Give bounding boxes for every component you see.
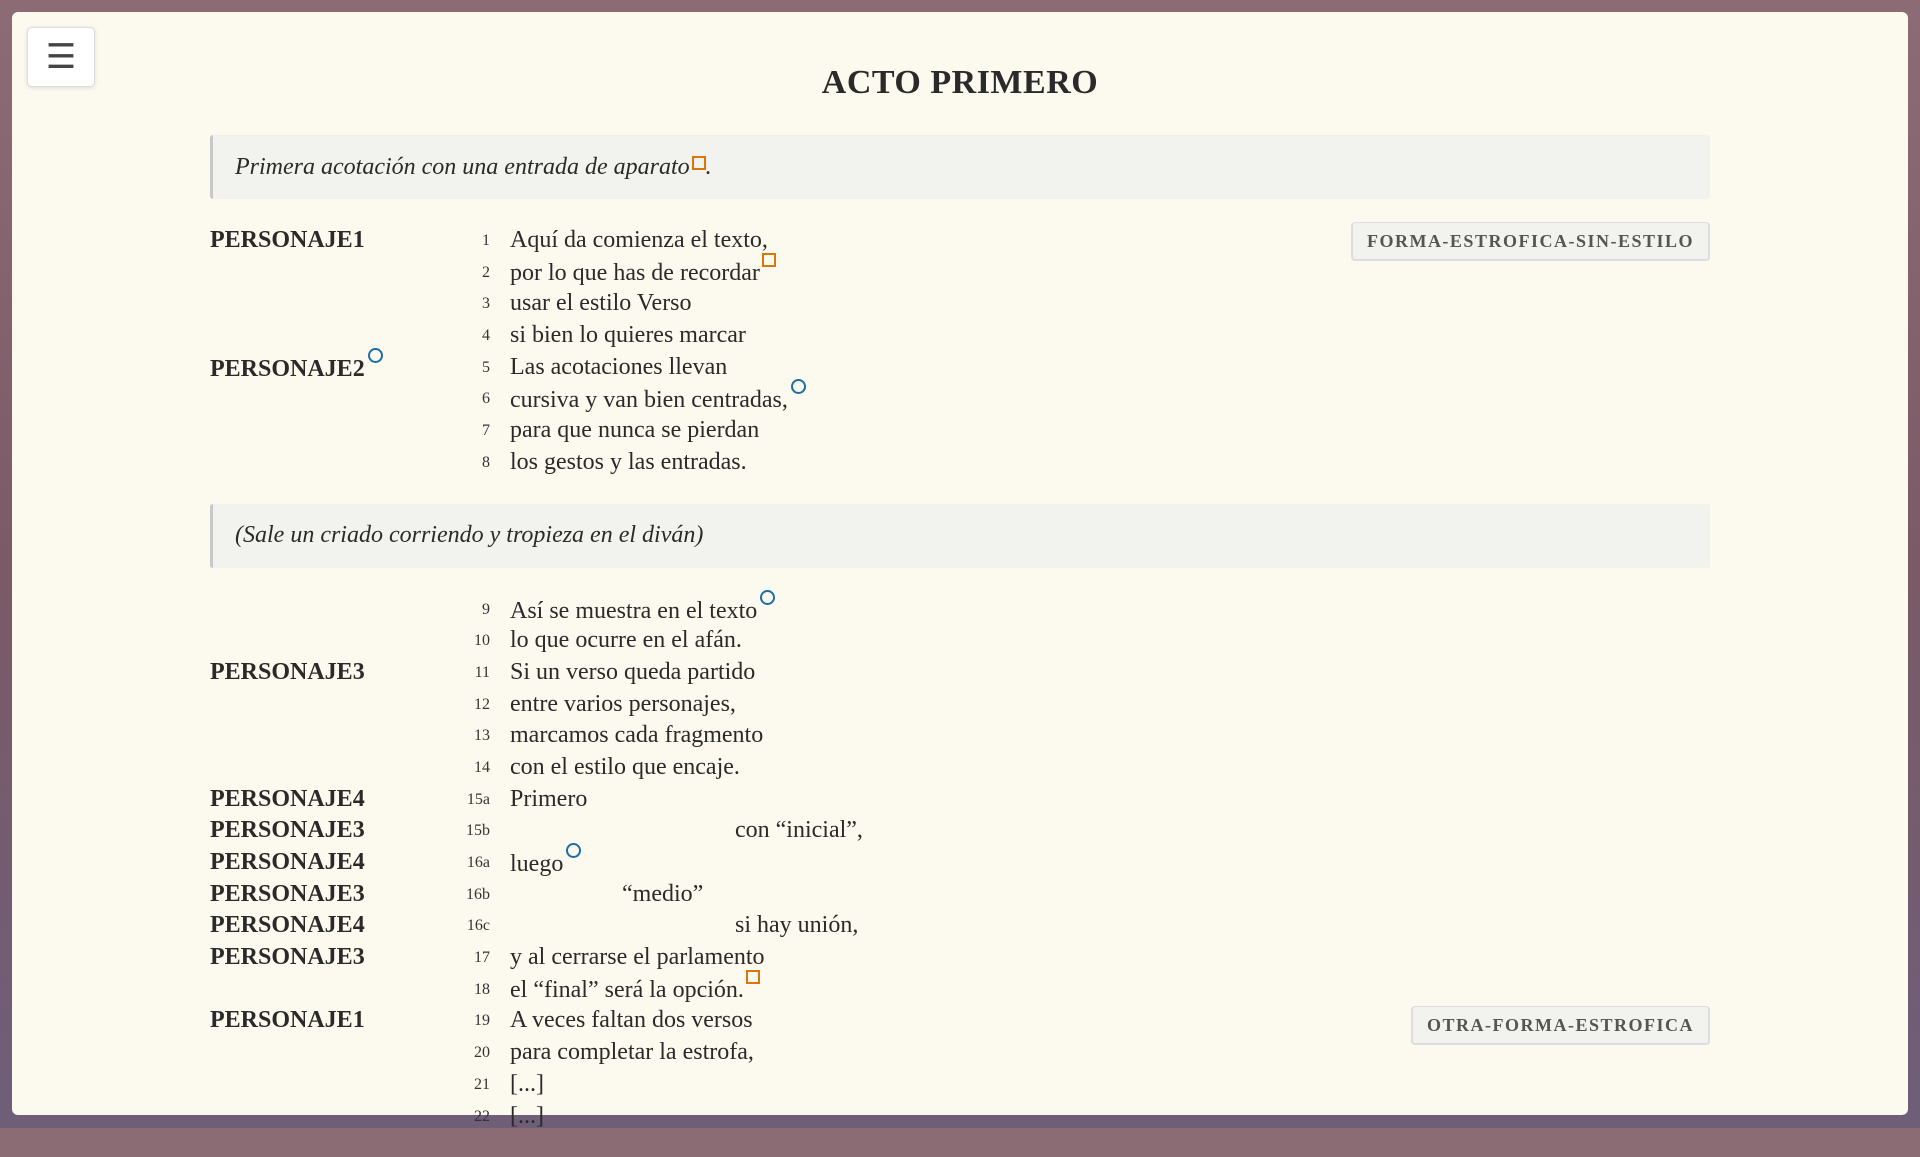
verse-line: entre varios personajes, — [510, 690, 736, 717]
verse-line: lo que ocurre en el afán. — [510, 627, 742, 654]
verse-row — [210, 625, 1710, 657]
verse-row — [210, 415, 1710, 447]
verse-line: usar el estilo Verso — [510, 290, 692, 317]
verse-line: “medio” — [622, 880, 704, 907]
stage-direction-text: (Sale un criado corriendo y tropieza en el diván) — [235, 522, 704, 548]
verse-number: 7 — [482, 422, 490, 440]
verse-number: 2 — [482, 263, 490, 281]
verse-number: 11 — [474, 663, 490, 681]
play-text — [210, 135, 1710, 1157]
verse-text — [510, 1037, 754, 1069]
verse-row — [210, 288, 1710, 320]
verse-line: marcamos cada fragmento — [510, 722, 764, 749]
verse-line: Las acotaciones llevan — [510, 353, 728, 380]
verse-row — [210, 942, 1710, 974]
speaker-name — [210, 657, 365, 689]
verse-line: A veces faltan dos versos — [510, 1007, 753, 1034]
verse-text — [510, 383, 806, 417]
verse-number: 15a — [466, 790, 490, 808]
verse-text — [510, 689, 736, 721]
verse-number: 9 — [482, 600, 490, 618]
verse-line: luego — [510, 851, 564, 877]
note-marker-icon[interactable] — [566, 843, 581, 858]
speaker-name — [210, 847, 365, 879]
verse-line: Primero — [510, 785, 588, 812]
note-marker-icon[interactable] — [791, 379, 806, 394]
verse-row — [210, 720, 1710, 752]
speaker-label: PERSONAJE4 — [210, 785, 365, 812]
verse-number: 3 — [482, 295, 490, 313]
verse-line: con el estilo que encaje. — [510, 753, 740, 780]
stage-direction-suffix: . — [705, 153, 712, 180]
verse-number: 6 — [482, 390, 490, 408]
verse-text — [510, 625, 742, 657]
verse-number: 4 — [482, 327, 490, 345]
verse-row — [210, 879, 1710, 911]
verse-row — [210, 689, 1710, 721]
verse-number: 8 — [482, 453, 490, 471]
verse-row — [210, 320, 1710, 352]
document-page — [12, 12, 1908, 1129]
verse-text — [510, 415, 759, 447]
verse-row — [210, 383, 1710, 415]
verse-line: Si un verso queda partido — [510, 658, 756, 685]
verse-text — [510, 657, 755, 689]
verse-line: para completar la estrofa, — [510, 1039, 754, 1066]
verse-row — [210, 815, 1710, 847]
speaker-name — [210, 1005, 365, 1037]
speaker-name — [210, 784, 365, 816]
verse-number: 16c — [466, 917, 490, 935]
apparatus-marker-icon[interactable] — [746, 970, 760, 984]
verse-row — [210, 352, 1710, 384]
verse-row — [210, 784, 1710, 816]
speaker-name — [210, 942, 365, 974]
speaker-name — [210, 910, 365, 942]
strophe-form-badge: FORMA-ESTROFICA-SIN-ESTILO — [1351, 222, 1710, 261]
speaker-label: PERSONAJE3 — [210, 658, 365, 685]
speaker-name — [210, 352, 383, 386]
speaker-label: PERSONAJE4 — [210, 912, 365, 939]
speaker-label: PERSONAJE4 — [210, 849, 365, 875]
verse-line: el “final” será la opción. — [510, 976, 744, 1003]
verse-row — [210, 1069, 1710, 1101]
hamburger-icon: ☰ — [45, 39, 77, 76]
verse-line: [...] — [510, 1070, 544, 1097]
stage-direction — [210, 504, 1710, 568]
verse-line: los gestos y las entradas. — [510, 448, 747, 475]
speaker-label: PERSONAJE3 — [210, 944, 365, 971]
verse-row — [210, 594, 1710, 626]
verse-text — [735, 815, 863, 847]
verse-number: 1 — [482, 232, 490, 249]
verse-line: con “inicial”, — [735, 817, 863, 844]
verse-line: si bien lo quieres marcar — [510, 322, 746, 349]
verse-text — [510, 257, 776, 290]
verse-number: 13 — [474, 727, 490, 745]
verse-number: 5 — [482, 358, 490, 376]
speaker-label: PERSONAJE3 — [210, 880, 365, 907]
verse-block-2 — [210, 594, 1710, 1133]
verse-row — [210, 257, 1710, 289]
verse-line: por lo que has de recordar — [510, 259, 760, 286]
verse-number: 10 — [474, 632, 490, 650]
verse-number: 16a — [466, 854, 490, 871]
verse-number: 17 — [474, 949, 490, 967]
verse-number: 18 — [474, 980, 490, 998]
stage-direction — [210, 135, 1710, 199]
verse-text — [510, 320, 746, 352]
verse-number: 15b — [466, 822, 490, 840]
speaker-name — [210, 225, 365, 257]
verse-line: si hay unión, — [735, 912, 859, 939]
page-title: ACTO PRIMERO — [821, 64, 1099, 101]
verse-row — [210, 974, 1710, 1006]
verse-number: 20 — [474, 1044, 490, 1062]
apparatus-marker-icon[interactable] — [762, 253, 776, 267]
note-marker-icon[interactable] — [368, 348, 383, 363]
verse-line: Así se muestra en el texto — [510, 597, 758, 624]
verse-text — [510, 594, 775, 628]
verse-row — [210, 1005, 1710, 1037]
verse-text — [510, 974, 760, 1007]
verse-number: 19 — [474, 1012, 490, 1030]
speaker-label: PERSONAJE1 — [210, 1007, 365, 1034]
verse-row — [210, 657, 1710, 689]
verse-number: 16b — [466, 885, 490, 903]
verse-text — [735, 910, 858, 942]
speaker-label: PERSONAJE1 — [210, 227, 365, 253]
apparatus-marker-icon[interactable] — [692, 156, 706, 170]
speaker-name — [210, 815, 365, 847]
verse-line: Aquí da comienza el texto, — [510, 227, 768, 253]
verse-row — [210, 447, 1710, 479]
verse-row — [210, 752, 1710, 784]
verse-block-1 — [210, 225, 1710, 479]
verse-text — [510, 225, 768, 257]
verse-text — [510, 1069, 544, 1101]
verse-number: 12 — [474, 695, 490, 713]
verse-line: cursiva y van bien centradas, — [510, 387, 788, 414]
verse-text — [510, 942, 765, 974]
verse-text — [510, 288, 692, 320]
stage-direction-text: Primera acotación con una entrada de aparato — [235, 153, 690, 180]
verse-text — [510, 784, 587, 816]
speaker-name — [210, 879, 365, 911]
verse-row — [210, 1101, 1710, 1133]
verse-row — [210, 1037, 1710, 1069]
verse-line: [...] — [510, 1102, 544, 1129]
verse-line: para que nunca se pierdan — [510, 417, 760, 444]
verse-row — [210, 225, 1710, 257]
verse-text — [510, 1005, 753, 1037]
verse-text — [510, 1101, 544, 1133]
verse-text — [510, 752, 740, 784]
strophe-form-badge: OTRA-FORMA-ESTROFICA — [1411, 1006, 1710, 1045]
verse-number: 14 — [474, 758, 490, 776]
verse-text — [510, 447, 747, 479]
verse-row — [210, 847, 1710, 879]
speaker-label: PERSONAJE3 — [210, 817, 365, 844]
verse-text — [510, 720, 763, 752]
verse-text — [622, 879, 703, 911]
note-marker-icon[interactable] — [760, 590, 775, 605]
speaker-label: PERSONAJE2 — [210, 355, 365, 382]
verse-number: 22 — [474, 1107, 490, 1125]
verse-number: 21 — [474, 1075, 490, 1093]
verse-line: y al cerrarse el parlamento — [510, 944, 765, 971]
verse-row — [210, 910, 1710, 942]
verse-text — [510, 847, 581, 881]
verse-text — [510, 352, 727, 384]
